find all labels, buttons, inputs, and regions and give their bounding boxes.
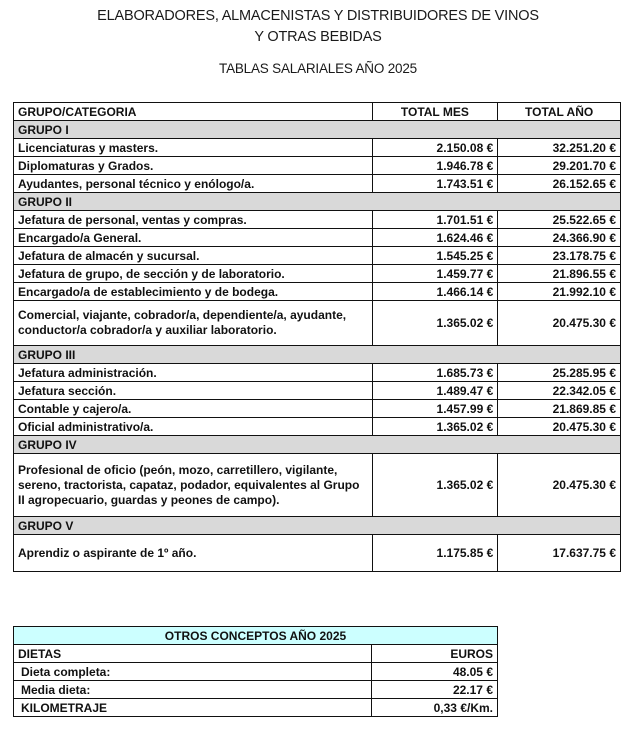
table-row bbox=[14, 663, 498, 681]
table-row bbox=[14, 535, 621, 572]
month-cell: 1.946.78 € bbox=[372, 157, 498, 175]
year-cell: 21.896.55 € bbox=[498, 265, 621, 283]
year-cell: 24.366.90 € bbox=[498, 229, 621, 247]
group-row bbox=[14, 346, 621, 364]
month-cell: 1.457.99 € bbox=[372, 400, 498, 418]
document-title-line-1: ELABORADORES, ALMACENISTAS Y DISTRIBUIDORES DE VINOS bbox=[97, 8, 539, 24]
month-cell: 1.365.02 € bbox=[372, 454, 498, 517]
group-label: GRUPO IV bbox=[14, 436, 621, 454]
category-cell: Oficial administrativo/a. bbox=[14, 418, 373, 436]
table-row bbox=[14, 265, 621, 283]
category-cell: Diplomaturas y Grados. bbox=[14, 157, 373, 175]
month-cell: 1.701.51 € bbox=[372, 211, 498, 229]
group-label: GRUPO I bbox=[14, 121, 621, 139]
other-concepts-title: OTROS CONCEPTOS AÑO 2025 bbox=[14, 627, 498, 645]
year-cell: 25.522.65 € bbox=[498, 211, 621, 229]
category-cell: Jefatura de grupo, de sección y de laboratorio. bbox=[14, 265, 373, 283]
concept-cell: Dieta completa: bbox=[14, 663, 372, 681]
column-header-month: TOTAL MES bbox=[372, 103, 498, 121]
other-concepts-title-row bbox=[14, 627, 498, 645]
category-cell: Jefatura de personal, ventas y compras. bbox=[14, 211, 373, 229]
group-label: GRUPO II bbox=[14, 193, 621, 211]
value-cell: 0,33 €/Km. bbox=[372, 699, 498, 717]
value-cell: 22.17 € bbox=[372, 681, 498, 699]
concept-cell: KILOMETRAJE bbox=[14, 699, 372, 717]
value-cell: 48.05 € bbox=[372, 663, 498, 681]
category-cell: Ayudantes, personal técnico y enólogo/a. bbox=[14, 175, 373, 193]
table-header-row bbox=[14, 103, 621, 121]
category-cell: Contable y cajero/a. bbox=[14, 400, 373, 418]
table-row bbox=[14, 364, 621, 382]
column-header-category: GRUPO/CATEGORIA bbox=[14, 103, 373, 121]
year-cell: 32.251.20 € bbox=[498, 139, 621, 157]
table-row bbox=[14, 283, 621, 301]
group-label: GRUPO V bbox=[14, 517, 621, 535]
category-cell: Encargado/a General. bbox=[14, 229, 373, 247]
year-cell: 17.637.75 € bbox=[498, 535, 621, 572]
category-cell: Jefatura de almacén y sucursal. bbox=[14, 247, 373, 265]
year-cell: 20.475.30 € bbox=[498, 454, 621, 517]
category-cell: Profesional de oficio (peón, mozo, carretillero, vigilante, sereno, tractorista, capataz, podador, equivalentes al Grupo II agropecuario, guardas y peones de campo). bbox=[14, 454, 373, 517]
table-row bbox=[14, 157, 621, 175]
column-header-year: TOTAL AÑO bbox=[498, 103, 621, 121]
group-row bbox=[14, 436, 621, 454]
category-cell: Jefatura sección. bbox=[14, 382, 373, 400]
month-cell: 1.365.02 € bbox=[372, 418, 498, 436]
concept-cell: Media dieta: bbox=[14, 681, 372, 699]
table-row bbox=[14, 301, 621, 346]
document-title-line-2: Y OTRAS BEBIDAS bbox=[254, 29, 382, 45]
month-cell: 1.365.02 € bbox=[372, 301, 498, 346]
group-row bbox=[14, 517, 621, 535]
category-cell: Jefatura administración. bbox=[14, 364, 373, 382]
month-cell: 1.743.51 € bbox=[372, 175, 498, 193]
category-cell: Comercial, viajante, cobrador/a, dependiente/a, ayudante, conductor/a cobrador/a y auxiliar laboratorio. bbox=[14, 301, 373, 346]
euros-label: EUROS bbox=[372, 645, 498, 663]
month-cell: 1.685.73 € bbox=[372, 364, 498, 382]
table-row bbox=[14, 454, 621, 517]
dietas-label: DIETAS bbox=[14, 645, 372, 663]
table-row bbox=[14, 400, 621, 418]
table-row bbox=[14, 139, 621, 157]
year-cell: 20.475.30 € bbox=[498, 418, 621, 436]
table-row bbox=[14, 699, 498, 717]
month-cell: 1.624.46 € bbox=[372, 229, 498, 247]
table-row bbox=[14, 681, 498, 699]
category-cell: Licenciaturas y masters. bbox=[14, 139, 373, 157]
other-concepts-table bbox=[13, 626, 498, 717]
category-cell: Encargado/a de establecimiento y de bodega. bbox=[14, 283, 373, 301]
month-cell: 1.545.25 € bbox=[372, 247, 498, 265]
month-cell: 1.459.77 € bbox=[372, 265, 498, 283]
month-cell: 2.150.08 € bbox=[372, 139, 498, 157]
table-row bbox=[14, 382, 621, 400]
table-row bbox=[14, 229, 621, 247]
month-cell: 1.489.47 € bbox=[372, 382, 498, 400]
year-cell: 21.869.85 € bbox=[498, 400, 621, 418]
year-cell: 25.285.95 € bbox=[498, 364, 621, 382]
document-subtitle: TABLAS SALARIALES AÑO 2025 bbox=[219, 61, 417, 76]
year-cell: 23.178.75 € bbox=[498, 247, 621, 265]
table-row bbox=[14, 175, 621, 193]
year-cell: 29.201.70 € bbox=[498, 157, 621, 175]
other-concepts-header-row bbox=[14, 645, 498, 663]
category-cell: Aprendiz o aspirante de 1º año. bbox=[14, 535, 373, 572]
year-cell: 20.475.30 € bbox=[498, 301, 621, 346]
year-cell: 21.992.10 € bbox=[498, 283, 621, 301]
group-row bbox=[14, 193, 621, 211]
month-cell: 1.175.85 € bbox=[372, 535, 498, 572]
year-cell: 22.342.05 € bbox=[498, 382, 621, 400]
year-cell: 26.152.65 € bbox=[498, 175, 621, 193]
salary-table bbox=[13, 102, 621, 572]
table-row bbox=[14, 247, 621, 265]
table-row bbox=[14, 418, 621, 436]
group-row bbox=[14, 121, 621, 139]
group-label: GRUPO III bbox=[14, 346, 621, 364]
month-cell: 1.466.14 € bbox=[372, 283, 498, 301]
table-row bbox=[14, 211, 621, 229]
